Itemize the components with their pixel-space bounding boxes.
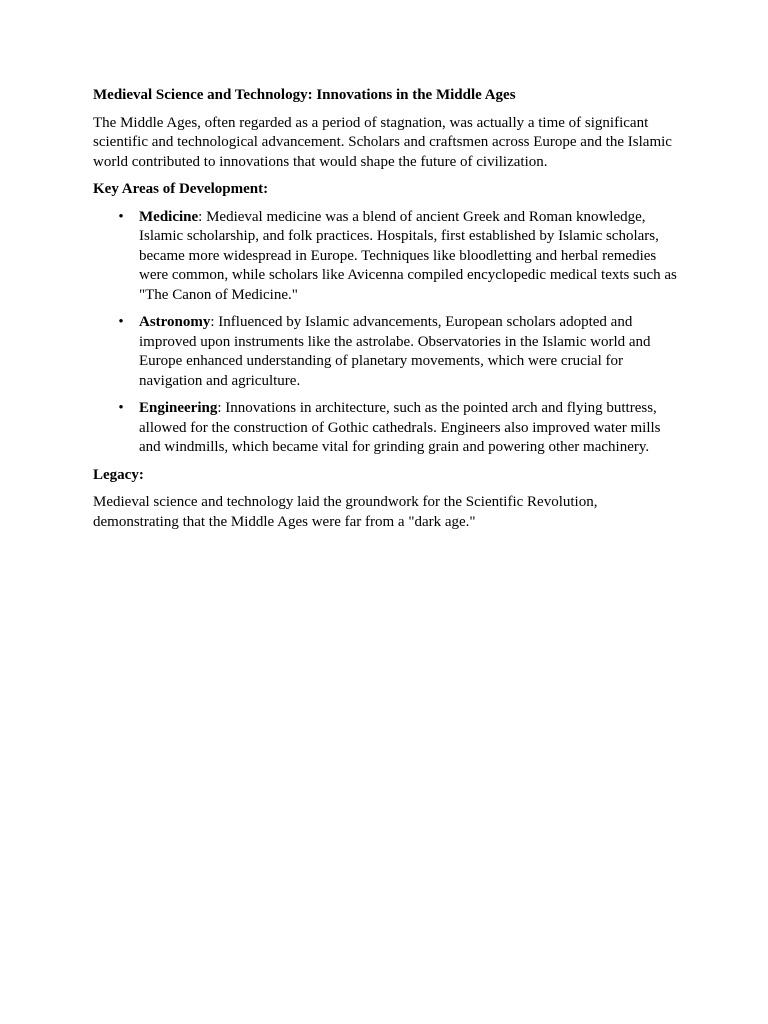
- legacy-paragraph: Medieval science and technology laid the groundwork for the Scientific Revolution, demonstrating that the Middle Ages were far from a "dark age.": [93, 494, 598, 530]
- intro-paragraph: The Middle Ages, often regarded as a period of stagnation, was actually a time of significant scientific and technological advancement. Scholars and craftsmen across Europe and the Islamic world contributed to innovations that would shape the future of civilization.: [93, 114, 672, 170]
- list-item-medicine: [93, 208, 683, 306]
- list-item-text: : Influenced by Islamic advancements, European scholars adopted and improved upon instruments like the astrolabe. Observatories in the Islamic world and Europe enhanced understanding of planetary movements, which were crucial for navigation and agriculture.: [139, 314, 651, 389]
- list-item-term: Medicine: [139, 208, 199, 225]
- list-item-text: : Medieval medicine was a blend of ancient Greek and Roman knowledge, Islamic scholarship, and folk practices. Hospitals, first established by Islamic scholars, became more widespread in Europe. Techniques like bloodletting and herbal remedies were common, while scholars like Avicenna compiled encyclopedic medical texts such as "The Canon of Medicine.": [139, 208, 677, 303]
- list-item-engineering: [93, 399, 683, 458]
- bullet-icon: •: [118, 208, 124, 225]
- list-item-term: Astronomy: [139, 314, 211, 330]
- key-areas-heading: Key Areas of Development:: [93, 181, 269, 197]
- bullet-icon: •: [118, 314, 124, 330]
- document-title: Medieval Science and Technology: Innovations in the Middle Ages: [93, 87, 516, 103]
- list-item-term: Engineering: [139, 400, 218, 416]
- bullet-icon: •: [118, 400, 124, 416]
- list-item-text: : Innovations in architecture, such as the pointed arch and flying buttress, allowed for the construction of Gothic cathedrals. Engineers also improved water mills and windmills, which became vital for grinding grain and powering other machinery.: [139, 400, 661, 455]
- key-areas-list: [93, 208, 683, 458]
- list-item-astronomy: [93, 313, 683, 391]
- legacy-heading: Legacy:: [93, 466, 144, 483]
- document-page: [93, 86, 683, 540]
